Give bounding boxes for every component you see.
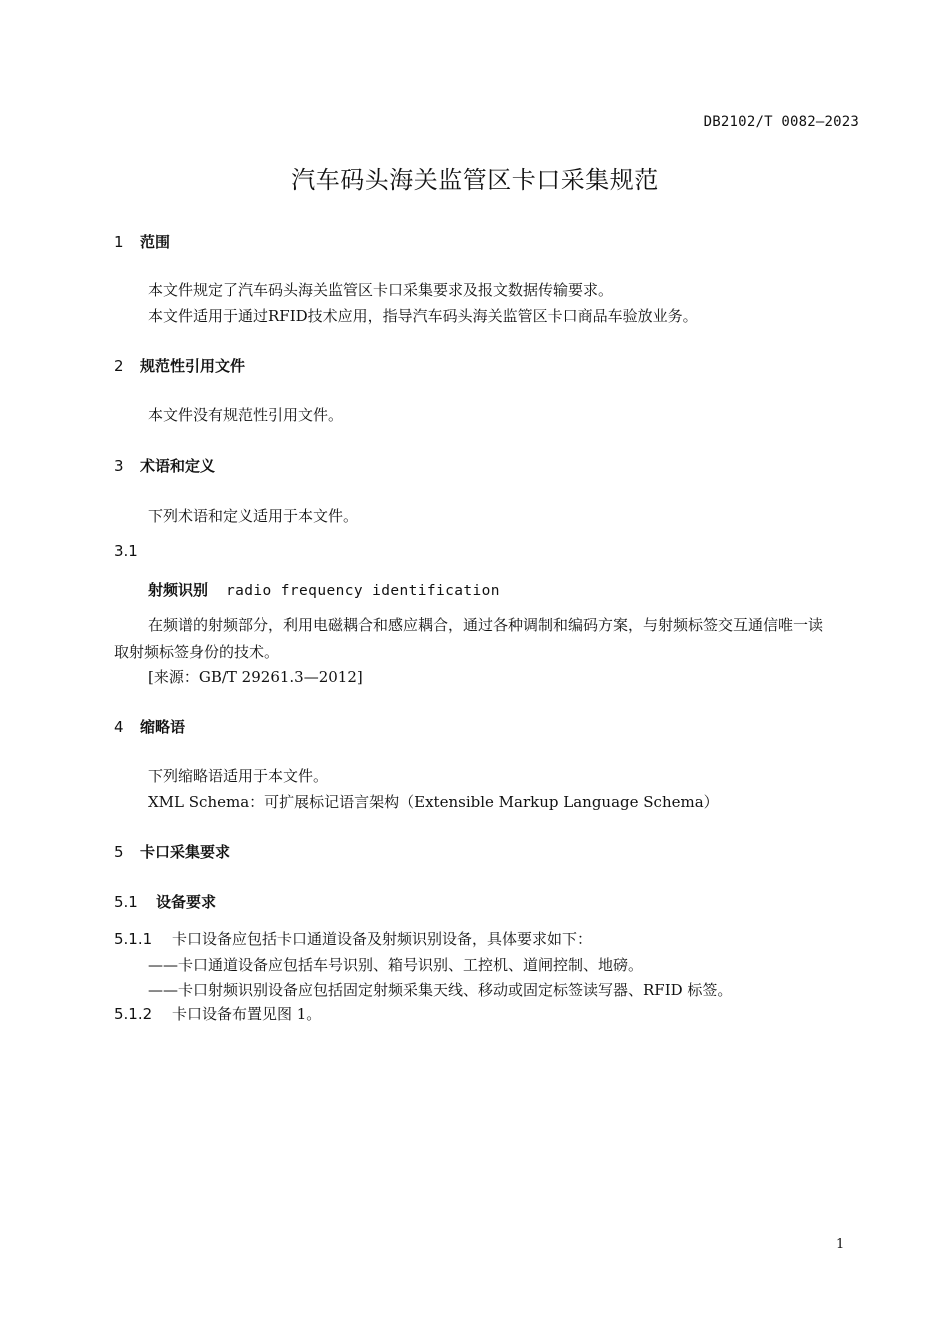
- term-number: 3.1: [114, 542, 138, 560]
- term-name-cn: 射频识别: [148, 581, 209, 599]
- paragraph: 本文件适用于通过RFID技术应用，指导汽车码头海关监管区卡口商品车验放业务。: [148, 307, 698, 325]
- section-heading-normative-references: [114, 355, 245, 376]
- paragraph: 下列术语和定义适用于本文件。: [148, 507, 359, 525]
- section-title: 规范性引用文件: [140, 357, 246, 375]
- subsection-title: 设备要求: [156, 893, 217, 911]
- standard-number: DB2102/T 0082—2023: [703, 114, 859, 130]
- page-number: 1: [836, 1237, 845, 1252]
- section-number: 5: [114, 843, 124, 861]
- term-entry: [148, 579, 500, 600]
- paragraph: 下列缩略语适用于本文件。: [148, 767, 329, 785]
- list-item: ——卡口射频识别设备应包括固定射频采集天线、移动或固定标签读写器、RFID 标签。: [148, 981, 733, 999]
- term-source: [来源：GB/T 29261.3—2012]: [148, 668, 363, 686]
- clause: [114, 928, 592, 949]
- section-heading-checkpoint-requirements: [114, 841, 230, 862]
- paragraph: 本文件规定了汽车码头海关监管区卡口采集要求及报文数据传输要求。: [148, 281, 614, 299]
- section-number: 3: [114, 457, 124, 475]
- clause-text: 卡口设备布置见图 1。: [172, 1005, 322, 1023]
- section-title: 范围: [140, 233, 171, 251]
- clause-text: 卡口设备应包括卡口通道设备及射频识别设备，具体要求如下：: [172, 930, 593, 948]
- subsection-heading-equipment: [114, 891, 216, 912]
- section-heading-abbreviations: [114, 716, 185, 737]
- paragraph: 本文件没有规范性引用文件。: [148, 406, 344, 424]
- clause: [114, 1003, 321, 1024]
- section-number: 4: [114, 718, 124, 736]
- section-title: 卡口采集要求: [140, 843, 231, 861]
- section-heading-scope: [114, 231, 170, 252]
- list-item: ——卡口通道设备应包括车号识别、箱号识别、工控机、道闸控制、地磅。: [148, 956, 644, 974]
- term-name-en: radio frequency identification: [226, 583, 500, 599]
- section-title: 术语和定义: [140, 457, 216, 475]
- section-number: 1: [114, 233, 124, 251]
- section-number: 2: [114, 357, 124, 375]
- subsection-number: 5.1: [114, 893, 138, 911]
- document-title: 汽车码头海关监管区卡口采集规范: [291, 166, 659, 194]
- section-title: 缩略语: [140, 718, 186, 736]
- term-definition: 在频谱的射频部分，利用电磁耦合和感应耦合，通过各种调制和编码方案，与射频标签交互通信唯一读取射频标签身份的技术。: [114, 616, 824, 661]
- clause-number: 5.1.1: [114, 930, 153, 948]
- abbreviation-entry: XML Schema：可扩展标记语言架构（Extensible Markup Language Schema）: [148, 793, 719, 811]
- section-heading-terms: [114, 455, 215, 476]
- clause-number: 5.1.2: [114, 1005, 153, 1023]
